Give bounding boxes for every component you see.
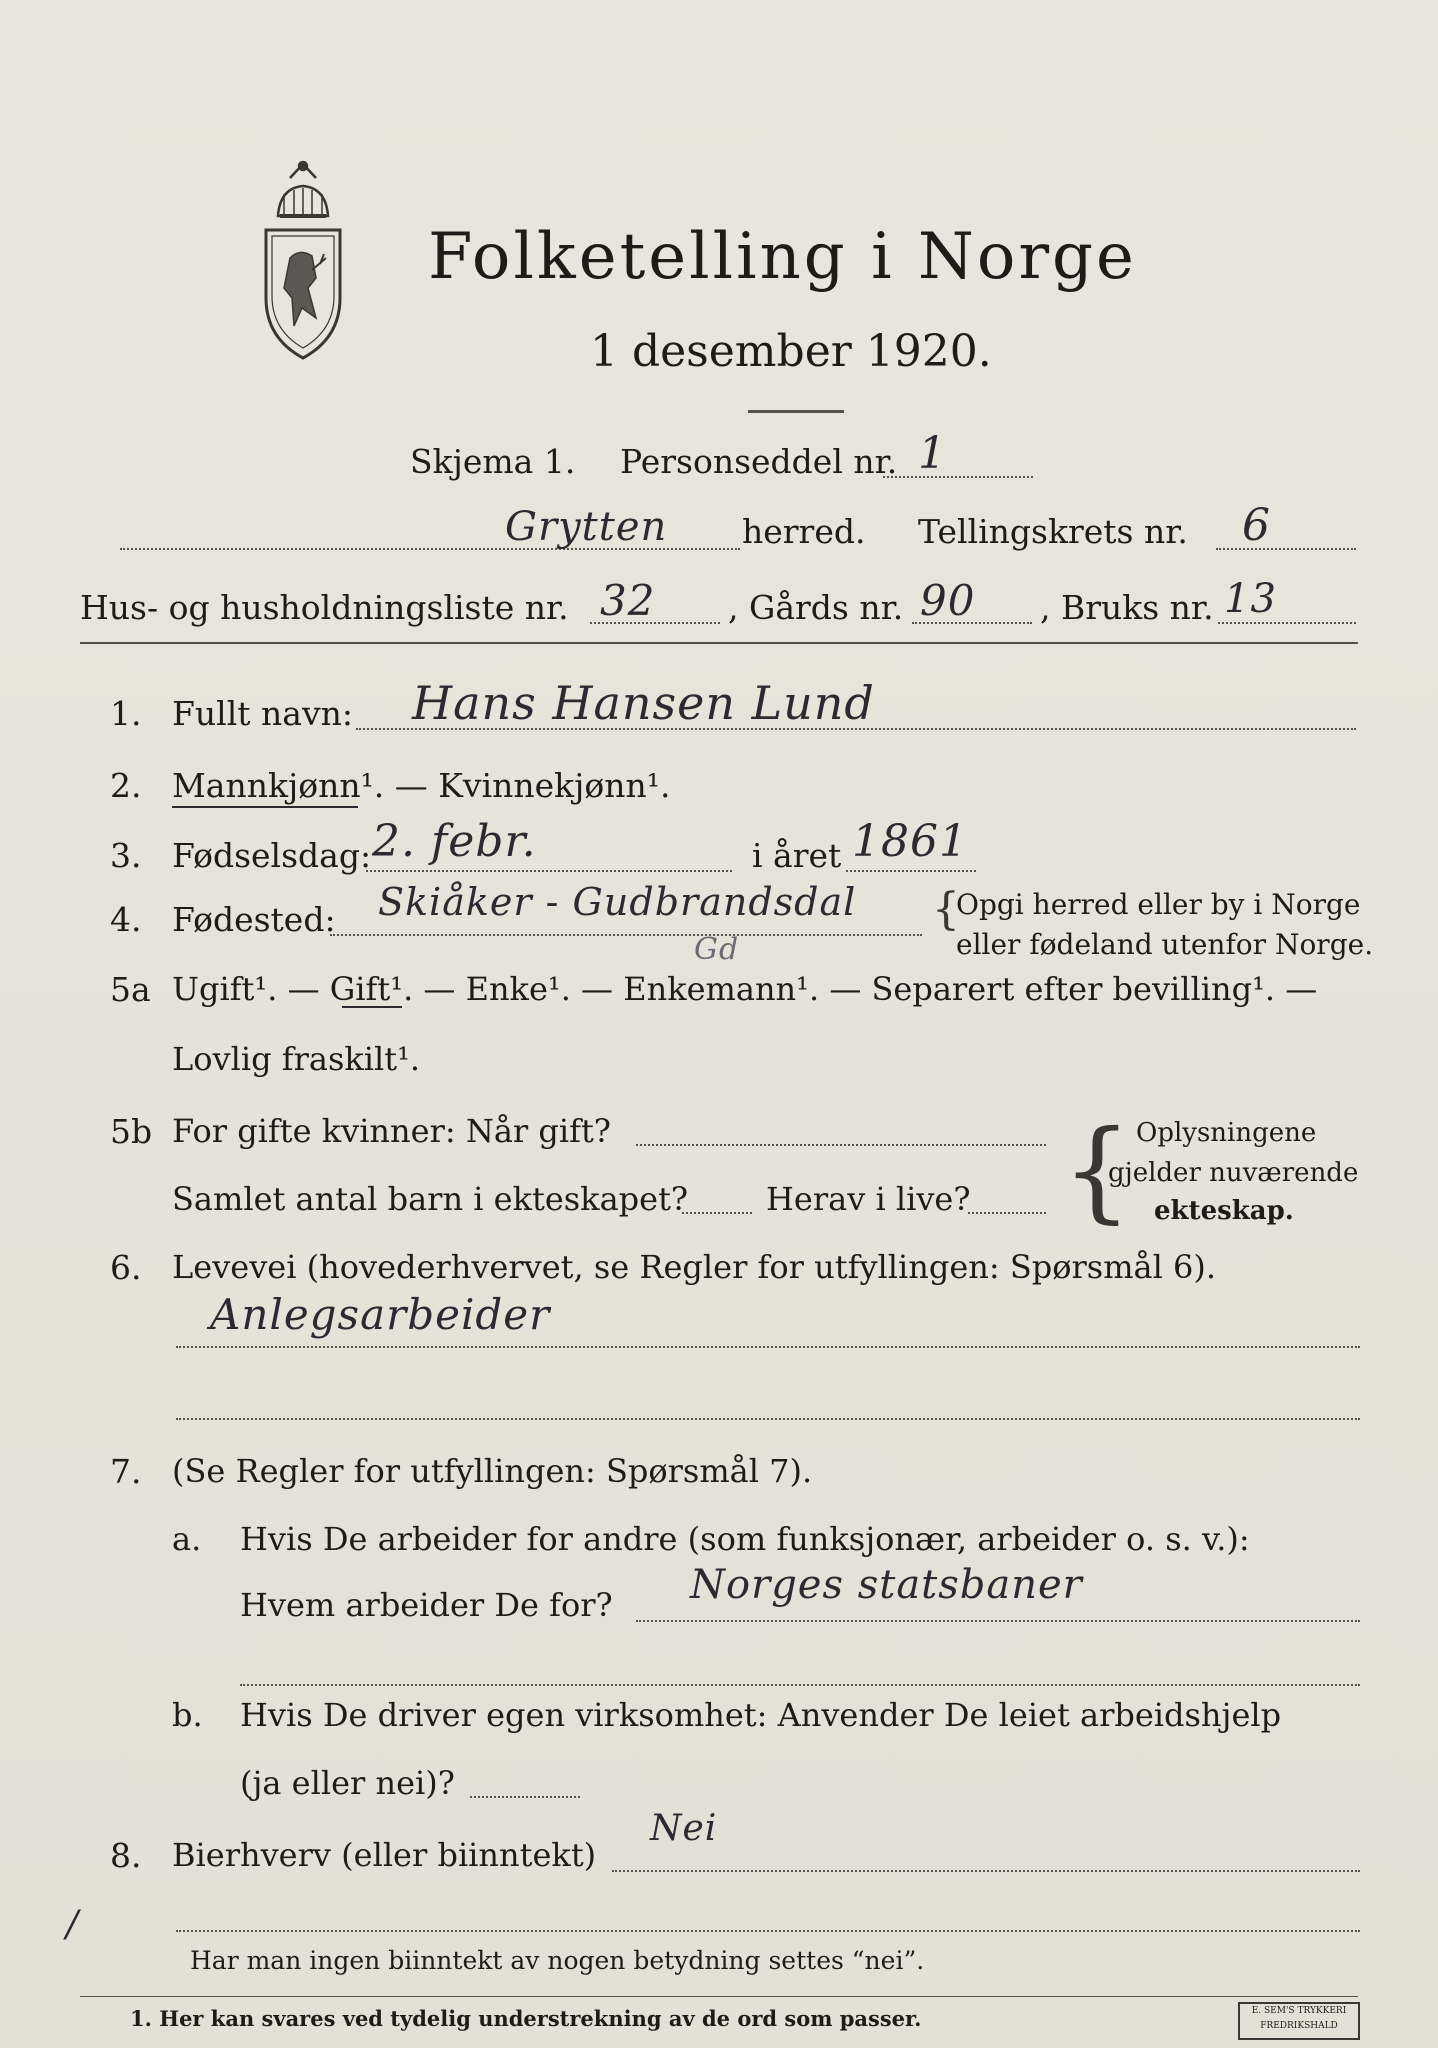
q4-value: Skiåker - Gudbrandsdal bbox=[378, 880, 857, 924]
q3-year-value: 1861 bbox=[852, 816, 968, 867]
q6-field-2[interactable] bbox=[176, 1418, 1360, 1420]
footer-note: Har man ingen biinntekt av nogen betydning settes “nei”. bbox=[190, 1946, 925, 1975]
q5b-line-1: For gifte kvinner: Når gift? bbox=[172, 1112, 611, 1150]
bleed-through-text bbox=[560, 98, 568, 126]
q3-field[interactable] bbox=[366, 870, 732, 872]
q6-label: Levevei (hovederhvervet, se Regler for utfyllingen: Spørsmål 6). bbox=[172, 1248, 1217, 1286]
q4-label: Fødested: bbox=[172, 900, 336, 939]
q4-brace: { bbox=[932, 884, 960, 935]
tellingskrets-label: Tellingskrets nr. bbox=[918, 512, 1188, 551]
q8-field-2[interactable] bbox=[176, 1930, 1360, 1932]
form-date: 1 desember 1920. bbox=[590, 326, 992, 377]
herred-value: Grytten bbox=[505, 504, 668, 550]
personseddel-label: Personseddel nr. bbox=[620, 442, 898, 481]
q1-number: 1. bbox=[110, 694, 142, 733]
form-title: Folketelling i Norge bbox=[428, 220, 1137, 294]
q5a-line-1: Ugift¹. — Gift¹. — Enke¹. — Enkemann¹. — Separert efter bevilling¹. — bbox=[172, 970, 1318, 1008]
q5b-line-2a: Samlet antal barn i ekteskapet? bbox=[172, 1180, 689, 1218]
gards-value: 90 bbox=[920, 576, 976, 625]
q5b-barn-field[interactable] bbox=[682, 1212, 752, 1214]
q5a-line-2: Lovlig fraskilt¹. bbox=[172, 1040, 421, 1078]
q5b-note-2: gjelder nuværende bbox=[1108, 1158, 1359, 1188]
q5b-note-3: ekteskap. bbox=[1154, 1196, 1294, 1226]
q4-note-2: eller fødeland utenfor Norge. bbox=[956, 928, 1374, 961]
tellingskrets-value: 6 bbox=[1242, 500, 1271, 551]
q7a-value: Norges statsbaner bbox=[690, 1562, 1083, 1608]
q8-field[interactable] bbox=[612, 1870, 1360, 1872]
q7a-letter: a. bbox=[172, 1520, 202, 1558]
herred-label: herred. bbox=[742, 512, 866, 551]
q7a-line-1: Hvis De arbeider for andre (som funksjonær, arbeider o. s. v.): bbox=[240, 1520, 1250, 1558]
q5b-number: 5b bbox=[110, 1112, 153, 1151]
q7-label: (Se Regler for utfyllingen: Spørsmål 7). bbox=[172, 1452, 813, 1490]
tellingskrets-field[interactable] bbox=[1216, 548, 1356, 550]
q8-number: 8. bbox=[110, 1836, 142, 1875]
q7a-field[interactable] bbox=[636, 1620, 1360, 1622]
q7a-field-2[interactable] bbox=[240, 1684, 1360, 1686]
q4-note-1: Opgi herred eller by i Norge bbox=[956, 888, 1361, 921]
footnote: 1. Her kan svares ved tydelig understrekning av de ord som passer. bbox=[130, 2006, 922, 2031]
q4-number: 4. bbox=[110, 900, 142, 939]
q2-underline-mark bbox=[172, 806, 358, 808]
q7b-line-1: Hvis De driver egen virksomhet: Anvender De leiet arbeidshjelp bbox=[240, 1696, 1282, 1734]
q1-label: Fullt navn: bbox=[172, 694, 353, 733]
personseddel-value: 1 bbox=[918, 428, 947, 479]
q5a-mark: Gd bbox=[694, 932, 740, 967]
q3-value: 2. febr. bbox=[372, 816, 537, 867]
coat-of-arms-icon bbox=[250, 158, 356, 368]
q7b-field[interactable] bbox=[470, 1796, 580, 1798]
q6-field[interactable] bbox=[176, 1346, 1360, 1348]
margin-mark: / bbox=[66, 1904, 80, 1945]
q3-year-label: i året bbox=[752, 836, 842, 875]
q5b-live-field[interactable] bbox=[968, 1212, 1046, 1214]
q2-number: 2. bbox=[110, 766, 142, 805]
q3-label: Fødselsdag: bbox=[172, 836, 372, 875]
q1-value: Hans Hansen Lund bbox=[412, 676, 875, 730]
q2-label: Mannkjønn¹. — Kvinnekjønn¹. bbox=[172, 766, 671, 805]
q8-label: Bierhverv (eller biinntekt) bbox=[172, 1836, 597, 1874]
bruks-field[interactable] bbox=[1218, 622, 1356, 624]
header-separator bbox=[80, 642, 1358, 644]
q5b-note-1: Oplysningene bbox=[1136, 1118, 1317, 1148]
q8-value: Nei bbox=[650, 1808, 718, 1849]
q6-value: Anlegsarbeider bbox=[210, 1290, 551, 1339]
q5a-underline-mark bbox=[342, 1006, 402, 1008]
hus-label: Hus- og husholdningsliste nr. bbox=[80, 588, 569, 627]
q4-field[interactable] bbox=[330, 934, 922, 936]
bruks-value: 13 bbox=[1224, 576, 1277, 622]
q7b-letter: b. bbox=[172, 1696, 203, 1734]
q6-number: 6. bbox=[110, 1248, 142, 1287]
q5a-number: 5a bbox=[110, 970, 151, 1009]
q5b-gift-field[interactable] bbox=[636, 1144, 1046, 1146]
q5b-line-2b: Herav i live? bbox=[766, 1180, 971, 1218]
footer-separator bbox=[80, 1996, 1358, 1997]
q3-number: 3. bbox=[110, 836, 142, 875]
bruks-label: , Bruks nr. bbox=[1040, 588, 1214, 627]
q7b-line-2: (ja eller nei)? bbox=[240, 1764, 455, 1802]
title-rule bbox=[748, 410, 844, 413]
hus-value: 32 bbox=[600, 576, 656, 625]
gards-label: , Gårds nr. bbox=[728, 588, 904, 627]
q3-year-field[interactable] bbox=[846, 870, 976, 872]
q5b-brace: { bbox=[1062, 1106, 1132, 1234]
personseddel-field[interactable] bbox=[883, 476, 1033, 478]
q7-number: 7. bbox=[110, 1452, 142, 1491]
q7a-line-2: Hvem arbeider De for? bbox=[240, 1586, 613, 1624]
skjema-label: Skjema 1. bbox=[410, 442, 576, 481]
printer-stamp: E. SEM'S TRYKKERI FREDRIKSHALD bbox=[1238, 2002, 1360, 2040]
